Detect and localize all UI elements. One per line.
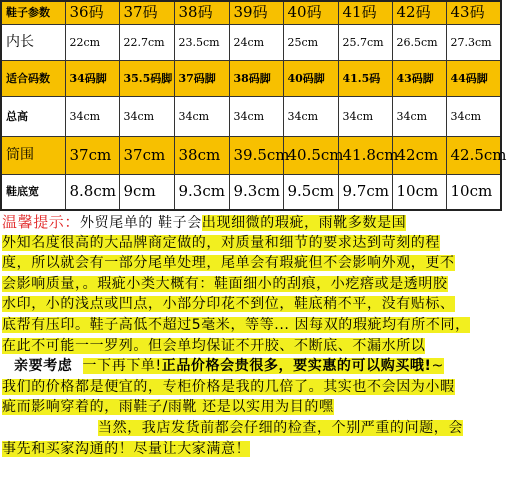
value-cell: 34码脚 [65,60,119,96]
notice-line-8 [2,356,498,377]
notice-line-9 [2,377,498,398]
value-cell: 10cm [446,174,501,210]
row-label: 总高 [1,96,65,136]
notice-line-6 [2,315,498,336]
notice-line-5 [2,294,498,315]
value-cell: 34cm [392,96,446,136]
value-cell: 37cm [65,136,119,174]
value-cell: 38码脚 [229,60,283,96]
value-cell: 41.8cm [338,136,392,174]
notice-text: 当然，我店发货前都会仔细的检查，个别严重的问题，会 [98,419,463,436]
value-cell: 42cm [392,136,446,174]
value-cell: 39.5cm [229,136,283,174]
size-cell: 41码 [338,1,392,24]
value-cell: 37码脚 [174,60,229,96]
value-cell: 9.5cm [283,174,338,210]
value-cell: 34cm [338,96,392,136]
value-cell: 9.7cm [338,174,392,210]
inner-length-row [1,24,501,60]
notice-text: 会影响质量，。瑕疵小类大概有：鞋面细小的刮痕，小疙瘩或是透明胶 [2,275,448,292]
value-cell: 40.5cm [283,136,338,174]
notice-text: 亲要考虑 [14,358,73,375]
value-cell: 25.7cm [338,24,392,60]
value-cell: 10cm [392,174,446,210]
value-cell: 34cm [283,96,338,136]
size-header-row [1,1,501,24]
value-cell: 34cm [119,96,174,136]
notice-title: 温馨提示： [2,213,81,231]
sole-width-row [1,174,501,210]
row-label: 鞋底宽 [1,174,65,210]
fit-size-row [1,60,501,96]
value-cell: 34cm [446,96,501,136]
row-label: 适合码数 [1,60,65,96]
header-label: 鞋子参数 [1,1,65,24]
notice-text-block [2,212,498,459]
size-cell: 38码 [174,1,229,24]
notice-text: 水印，小的浅点或凹点，小部分印花不到位，鞋底稍不平，没有贴标、 [2,296,455,313]
notice-text: 疵而影响穿着的，雨鞋子/雨靴 还是以实用为目的嘿 [2,399,334,416]
value-cell: 44码脚 [446,60,501,96]
notice-text: 正品价格会贵很多，要实惠的可以购买哦! [161,358,432,375]
size-cell: 40码 [283,1,338,24]
row-label: 内长 [1,24,65,60]
notice-line-4 [2,274,498,295]
value-cell: 22cm [65,24,119,60]
circumference-row [1,136,501,174]
notice-text: 一下再下单! [82,358,162,375]
value-cell: 9.3cm [229,174,283,210]
value-cell: 35.5码脚 [119,60,174,96]
value-cell: 37cm [119,136,174,174]
value-cell: 34cm [174,96,229,136]
notice-text: 在此不可能一一罗列。但会单均保证不开胶、不断底、不漏水所以 [2,337,426,354]
size-cell: 39码 [229,1,283,24]
value-cell: 34cm [229,96,283,136]
notice-text: 我们的价格都是便宜的，专柜价格是我的几倍了。其实也不会因为小暇 [2,378,455,395]
notice-text: ~ [431,358,444,375]
value-cell: 38cm [174,136,229,174]
size-cell: 37码 [119,1,174,24]
value-cell: 42.5cm [446,136,501,174]
notice-text: 事先和买家沟通的！尽量让大家满意！ [2,440,251,457]
notice-line-7 [2,336,498,357]
notice-intro: 外贸尾单的 鞋子会 [80,215,202,231]
total-height-row [1,96,501,136]
notice-line-10 [2,397,498,418]
notice-line-1 [2,212,498,233]
value-cell: 43码脚 [392,60,446,96]
value-cell: 25cm [283,24,338,60]
size-cell: 43码 [446,1,501,24]
value-cell: 9cm [119,174,174,210]
notice-text: 度，所以就会有一部分尾单处理，尾单会有瑕疵但不会影响外观，更不 [2,255,455,272]
value-cell: 26.5cm [392,24,446,60]
row-label: 筒围 [1,136,65,174]
notice-line-12 [2,439,498,460]
value-cell: 41.5码 [338,60,392,96]
size-cell: 42码 [392,1,446,24]
notice-line-11 [2,418,498,439]
value-cell: 27.3cm [446,24,501,60]
value-cell: 22.7cm [119,24,174,60]
value-cell: 24cm [229,24,283,60]
value-cell: 40码脚 [283,60,338,96]
size-chart-table [0,0,507,211]
notice-line-3 [2,253,498,274]
value-cell: 9.3cm [174,174,229,210]
notice-text: 底帮有压印。鞋子高低不超过5毫米，等等... 因每双的瑕疵均有所不同， [2,316,470,333]
value-cell: 23.5cm [174,24,229,60]
notice-highlight: 出现细微的瑕疵，雨靴多数是国 [201,215,407,231]
value-cell: 8.8cm [65,174,119,210]
value-cell: 34cm [65,96,119,136]
notice-line-2 [2,233,498,254]
notice-text: 外知名度很高的大品牌商定做的，对质量和细节的要求达到苛刻的程 [2,234,440,251]
size-cell: 36码 [65,1,119,24]
